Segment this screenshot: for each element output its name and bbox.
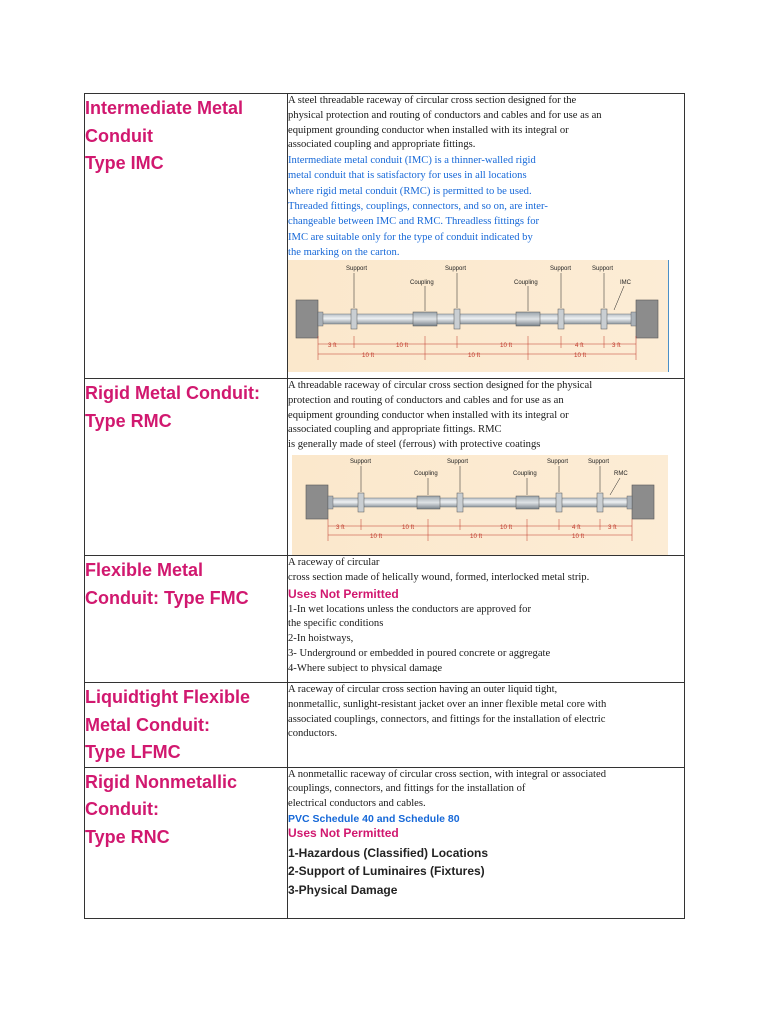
term-line: Type RNC	[85, 826, 170, 847]
definition-cell	[288, 767, 685, 918]
definition-line: electrical conductors and cables.	[288, 798, 426, 810]
term-title	[85, 684, 287, 767]
note-line: where rigid metal conduit (RMC) is permitted to be used.	[288, 185, 532, 197]
schedule-note: PVC Schedule 40 and Schedule 80	[288, 812, 460, 825]
support-strap	[457, 493, 463, 512]
left-fitting	[328, 496, 333, 509]
note-line: the marking on the carton.	[288, 246, 400, 258]
term-line: Type LFMC	[85, 742, 181, 762]
conduit-table	[84, 93, 685, 919]
definition-line: equipment grounding conductor when installed with its integral or	[288, 409, 569, 421]
term-cell	[85, 94, 288, 379]
list-item: 2-In hoistways,	[288, 633, 354, 645]
support-label: Support	[350, 458, 372, 465]
dimension-label: 10 ft	[500, 523, 513, 531]
rmc-support-diagram	[292, 455, 672, 555]
dimension-label: 10 ft	[362, 352, 375, 360]
imc-support-diagram	[288, 260, 673, 372]
dimension-label: 3 ft	[608, 523, 617, 531]
left-wall	[306, 485, 328, 519]
dimension-label: 4 ft	[572, 523, 581, 531]
uses-not-permitted-list	[288, 603, 684, 672]
term-line: Conduit	[85, 125, 153, 146]
support-strap	[358, 493, 364, 512]
definition-line: nonmetallic, sunlight-resistant jacket over an inner flexible metal core with	[288, 698, 607, 710]
support-strap	[351, 309, 357, 329]
definition-line: equipment grounding conductor when installed with its integral or	[288, 124, 569, 136]
coupling	[516, 496, 539, 509]
definition-cell	[288, 379, 685, 556]
dimension-label: 4 ft	[575, 342, 584, 350]
definition-line: associated coupling and appropriate fittings. RMC	[288, 424, 502, 436]
definition-text	[288, 683, 684, 742]
definition-cell	[288, 556, 685, 683]
list-item: 1-Hazardous (Classified) Locations	[288, 845, 489, 860]
definition-line: is generally made of steel (ferrous) with protective coatings	[288, 439, 541, 451]
definition-line: A nonmetallic raceway of circular cross section, with integral or associated	[288, 768, 606, 780]
term-line: Metal Conduit:	[85, 714, 210, 735]
definition-line: associated couplings, connectors, and fittings for the installation of electric	[288, 713, 606, 725]
coupling-label: Coupling	[410, 280, 434, 287]
term-line: Intermediate Metal	[85, 98, 244, 118]
term-cell	[85, 379, 288, 556]
dimension-label: 10 ft	[572, 532, 585, 540]
support-strap	[601, 309, 607, 329]
dimension-label: 10 ft	[468, 352, 481, 360]
uses-not-permitted-heading: Uses Not Permitted	[288, 586, 399, 601]
term-title	[85, 95, 287, 178]
support-label: Support	[588, 458, 610, 465]
definition-line: couplings, connectors, and fittings for the installation of	[288, 783, 526, 795]
note-line: changeable between IMC and RMC. Threadless fittings for	[288, 216, 540, 228]
conduit-pipe	[318, 314, 636, 324]
note-line: Threaded fittings, couplings, connectors, and so on, are inter-	[288, 201, 548, 213]
right-wall	[636, 300, 658, 338]
dimension-label: 10 ft	[402, 523, 415, 531]
definition-line: cross section made of helically wound, formed, interlocked metal strip.	[288, 571, 590, 583]
list-item: 3- Underground or embedded in poured concrete or aggregate	[288, 647, 551, 659]
dimension-label: 10 ft	[396, 342, 409, 350]
term-cell	[85, 556, 288, 683]
table-row	[85, 767, 685, 918]
conduit-type-label: IMC	[620, 280, 631, 287]
term-title	[85, 769, 287, 852]
definition-cell	[288, 94, 685, 379]
term-title	[85, 380, 287, 435]
note-line: metal conduit that is satisfactory for uses in all locations	[288, 170, 527, 182]
note-line: Intermediate metal conduit (IMC) is a thinner-walled rigid	[288, 155, 536, 167]
term-line: Rigid Metal Conduit:	[85, 383, 260, 403]
support-label: Support	[346, 266, 368, 273]
dimension-label: 10 ft	[574, 352, 587, 360]
coupling-label: Coupling	[513, 470, 537, 477]
term-line: Type RMC	[85, 410, 172, 431]
term-line: Type IMC	[85, 153, 164, 173]
list-item: 1-In wet locations unless the conductors are approved for	[288, 603, 531, 615]
right-fitting	[631, 312, 636, 326]
definition-text	[288, 556, 684, 586]
left-wall	[296, 300, 318, 338]
definition-line: protection and routing of conductors and cables and for use as an	[288, 394, 564, 406]
coupling	[417, 496, 440, 509]
support-label: Support	[550, 266, 572, 273]
definition-text	[288, 768, 684, 812]
conduit-type-label: RMC	[614, 470, 628, 477]
definition-line: associated coupling and appropriate fittings.	[288, 139, 476, 151]
dimension-label: 10 ft	[370, 532, 383, 540]
definition-line: A steel threadable raceway of circular cross section designed for the	[288, 95, 577, 106]
term-line: Rigid Nonmetallic	[85, 771, 238, 792]
support-strap	[454, 309, 460, 329]
coupling-label: Coupling	[414, 470, 438, 477]
table-row	[85, 379, 685, 556]
definition-text	[288, 379, 684, 453]
term-line: Conduit: Type FMC	[85, 587, 249, 608]
diagram-border	[668, 260, 669, 372]
conduit-pipe	[328, 498, 632, 507]
definition-line: A raceway of circular cross section having an outer liquid tight,	[288, 684, 558, 695]
support-strap	[556, 493, 562, 512]
term-line: Flexible Metal	[85, 560, 204, 580]
term-line: Conduit:	[85, 799, 159, 819]
term-line: Liquidtight Flexible	[85, 687, 250, 707]
table-row	[85, 94, 685, 379]
uses-not-permitted-list	[288, 844, 684, 900]
definition-line: A threadable raceway of circular cross section designed for the physical	[288, 380, 593, 391]
support-strap	[597, 493, 603, 512]
coupling	[413, 312, 437, 326]
imc-note	[288, 153, 684, 260]
dimension-label: 3 ft	[612, 342, 621, 350]
term-cell	[85, 767, 288, 918]
dimension-label: 3 ft	[328, 342, 337, 350]
list-item: 4-Where subject to physical damage	[288, 662, 443, 672]
dimension-label: 10 ft	[500, 342, 513, 350]
list-item: the specific conditions	[288, 618, 384, 630]
coupling-label: Coupling	[514, 280, 538, 287]
dimension-label: 3 ft	[336, 523, 345, 531]
definition-cell	[288, 683, 685, 768]
definition-line: conductors.	[288, 728, 338, 740]
term-cell	[85, 683, 288, 768]
list-item: 2-Support of Luminaires (Fixtures)	[288, 864, 485, 879]
uses-not-permitted-heading: Uses Not Permitted	[288, 825, 399, 840]
term-title	[85, 557, 287, 612]
definition-line: A raceway of circular	[288, 557, 380, 568]
right-wall	[632, 485, 654, 519]
support-label: Support	[547, 458, 569, 465]
table-row	[85, 683, 685, 768]
support-strap	[558, 309, 564, 329]
table-row	[85, 556, 685, 683]
support-label: Support	[447, 458, 469, 465]
definition-line: physical protection and routing of conductors and cables and for use as an	[288, 109, 602, 121]
support-label: Support	[445, 266, 467, 273]
right-fitting	[627, 496, 632, 509]
note-line: IMC are suitable only for the type of conduit indicated by	[288, 231, 533, 243]
coupling	[516, 312, 540, 326]
left-fitting	[318, 312, 323, 326]
dimension-label: 10 ft	[470, 532, 483, 540]
list-item: 3-Physical Damage	[288, 882, 398, 897]
support-label: Support	[592, 266, 614, 273]
definition-text	[288, 94, 684, 153]
